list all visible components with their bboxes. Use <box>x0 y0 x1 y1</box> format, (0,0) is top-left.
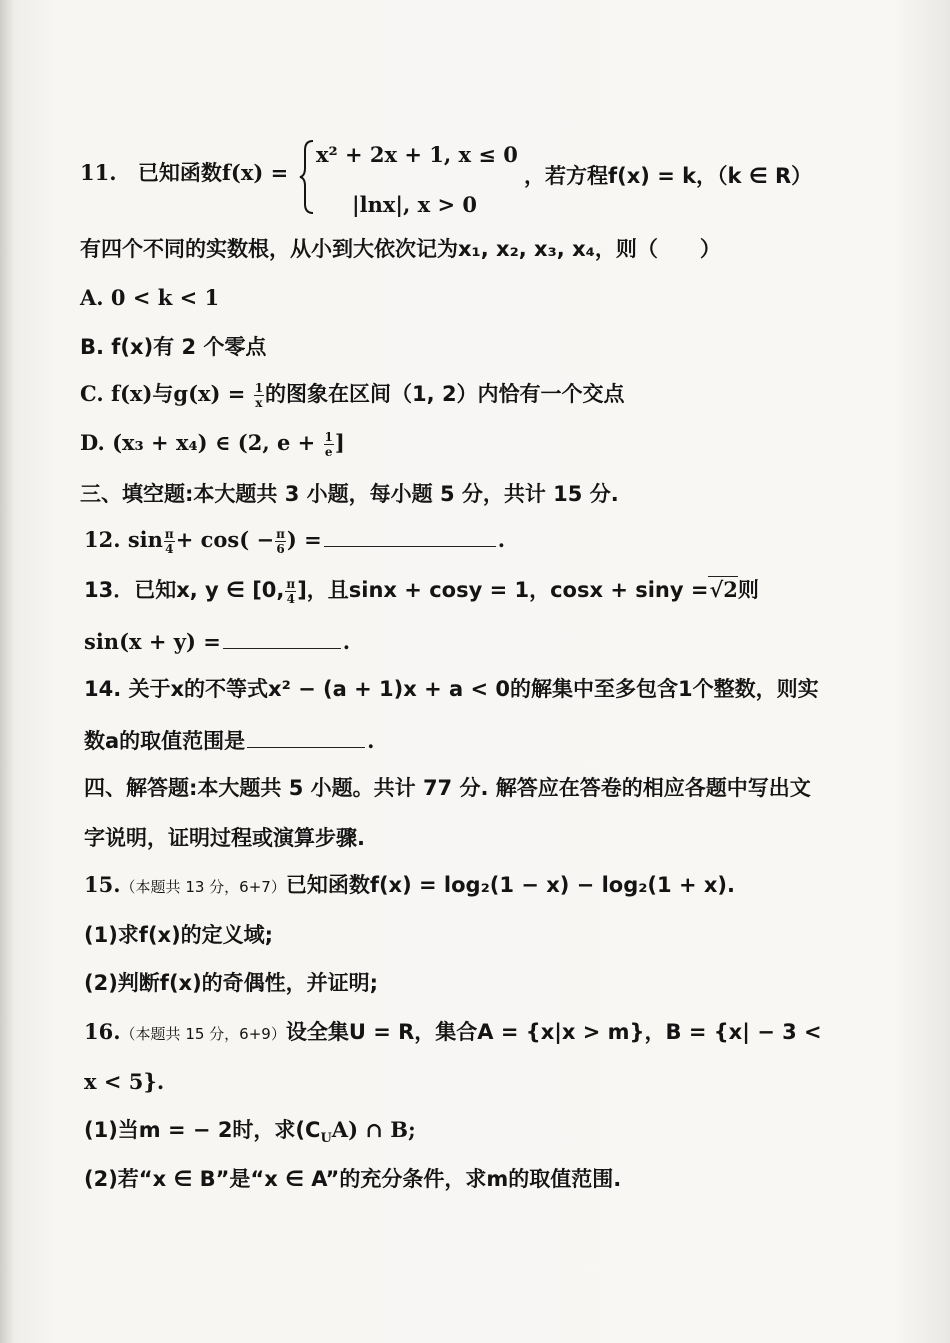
q15-text: 已知函数f(x) = log₂(1 − x) − log₂(1 + x). <box>285 873 735 897</box>
q16-part1 <box>84 1119 416 1145</box>
fraction-numerator: π <box>276 527 285 541</box>
fraction-numerator: π <box>286 577 296 591</box>
q12-mid: + cos( − <box>175 527 275 552</box>
q13-line1 <box>84 578 759 605</box>
q16-part1-post: A) ∩ B; <box>331 1117 416 1142</box>
q13-answer-blank[interactable] <box>223 647 341 649</box>
fraction-denominator: 4 <box>165 542 174 556</box>
q11-option-d <box>80 431 345 458</box>
q16-line <box>84 1021 822 1043</box>
q16-part2: (2)若“x ∈ B”是“x ∈ A”的充分条件，求m的取值范围. <box>84 1167 622 1191</box>
q12-end: . <box>497 527 506 552</box>
q11-number: 11. <box>80 160 117 185</box>
q13-pre: 13．已知x, y ∈ [0, <box>84 578 285 602</box>
section-4-heading-line1: 四、解答题:本大题共 5 小题。共计 77 分. 解答应在答卷的相应各题中写出文 <box>84 776 811 800</box>
section-4-heading-line2: 字说明，证明过程或演算步骤. <box>84 826 365 850</box>
q14-line1: 14. 关于x的不等式x² − (a + 1)x + a < 0的解集中至多包含1个整数，则实 <box>84 677 819 701</box>
q11-option-d-post: ] <box>334 430 345 455</box>
q16-part1-sub: U <box>320 1131 332 1147</box>
q11-intro: 已知函数 <box>137 161 222 185</box>
q11-option-c-fraction <box>254 382 264 409</box>
q11-fx: f(x) = <box>221 160 289 185</box>
fraction-denominator: 6 <box>276 542 285 556</box>
page-edge-shadow <box>0 0 14 1343</box>
q16-line2: x < 5}. <box>84 1069 165 1094</box>
q14-end: . <box>367 728 375 753</box>
q13-line2-text: sin(x + y) = <box>84 629 221 654</box>
q11-header <box>80 162 288 184</box>
q16-part1-text: (1)当m = − 2时，求(C <box>84 1118 321 1142</box>
q12-answer-blank[interactable] <box>324 545 496 547</box>
q13-line2 <box>84 631 350 652</box>
q13-fraction <box>285 578 296 605</box>
fraction-numerator: 1 <box>324 430 333 444</box>
q14-answer-blank[interactable] <box>247 746 365 748</box>
q14-line2-text: 数a的取值范围是 <box>84 729 246 753</box>
q11-option-a: A. 0 < k < 1 <box>80 285 220 310</box>
q12-fraction-2 <box>275 528 286 555</box>
q11-option-c <box>80 382 625 409</box>
q11-case1: x² + 2x + 1, x ≤ 0 <box>316 142 518 167</box>
q13-root: √2 <box>709 577 738 602</box>
q13-tail: 则 <box>737 578 759 602</box>
q13-end: . <box>342 629 351 654</box>
q11-option-b: B. f(x)有 2 个零点 <box>80 335 267 359</box>
q16-number: 16. <box>84 1019 121 1044</box>
q12-fraction-1 <box>164 528 175 555</box>
fraction-numerator: π <box>164 527 174 541</box>
q12-post: ) = <box>286 527 322 552</box>
q11-option-d-pre: D. (x₃ + x₄) ∈ (2, e + <box>80 430 316 455</box>
q16-note: （本题共 15 分，6+9） <box>120 1025 286 1043</box>
q15-line <box>84 874 735 896</box>
q11-condition: ，若方程f(x) = k，（k ∈ R） <box>524 164 813 188</box>
q11-option-c-pre: C. f(x)与g(x) = <box>80 381 246 406</box>
fraction-denominator: x <box>255 396 263 410</box>
q11-case2: |lnx|, x > 0 <box>352 192 478 217</box>
q15-part2: (2)判断f(x)的奇偶性，并证明; <box>84 971 379 995</box>
q15-number: 15. <box>84 872 121 897</box>
fraction-denominator: e <box>324 445 333 459</box>
section-3-heading: 三、填空题:本大题共 3 小题，每小题 5 分，共计 15 分. <box>80 482 619 506</box>
q11-option-d-fraction <box>324 431 334 458</box>
q11-line2: 有四个不同的实数根，从小到大依次记为x₁, x₂, x₃, x₄，则（ ） <box>80 237 721 261</box>
q11-option-c-post: 的图象在区间（1, 2）内恰有一个交点 <box>265 382 625 406</box>
q12-line <box>84 528 505 555</box>
q13-post: ]，且sinx + cosy = 1，cosx + siny = <box>297 578 709 602</box>
left-brace-icon <box>299 140 315 214</box>
fraction-numerator: 1 <box>254 381 264 395</box>
q12-pre: 12. sin <box>84 527 163 552</box>
q14-line2 <box>84 730 374 752</box>
q15-note: （本题共 13 分，6+7） <box>120 878 286 896</box>
q15-part1: (1)求f(x)的定义域; <box>84 923 274 947</box>
q16-text: 设全集U = R，集合A = {x|x > m}，B = {x| − 3 < <box>285 1020 822 1044</box>
fraction-denominator: 4 <box>286 592 295 606</box>
